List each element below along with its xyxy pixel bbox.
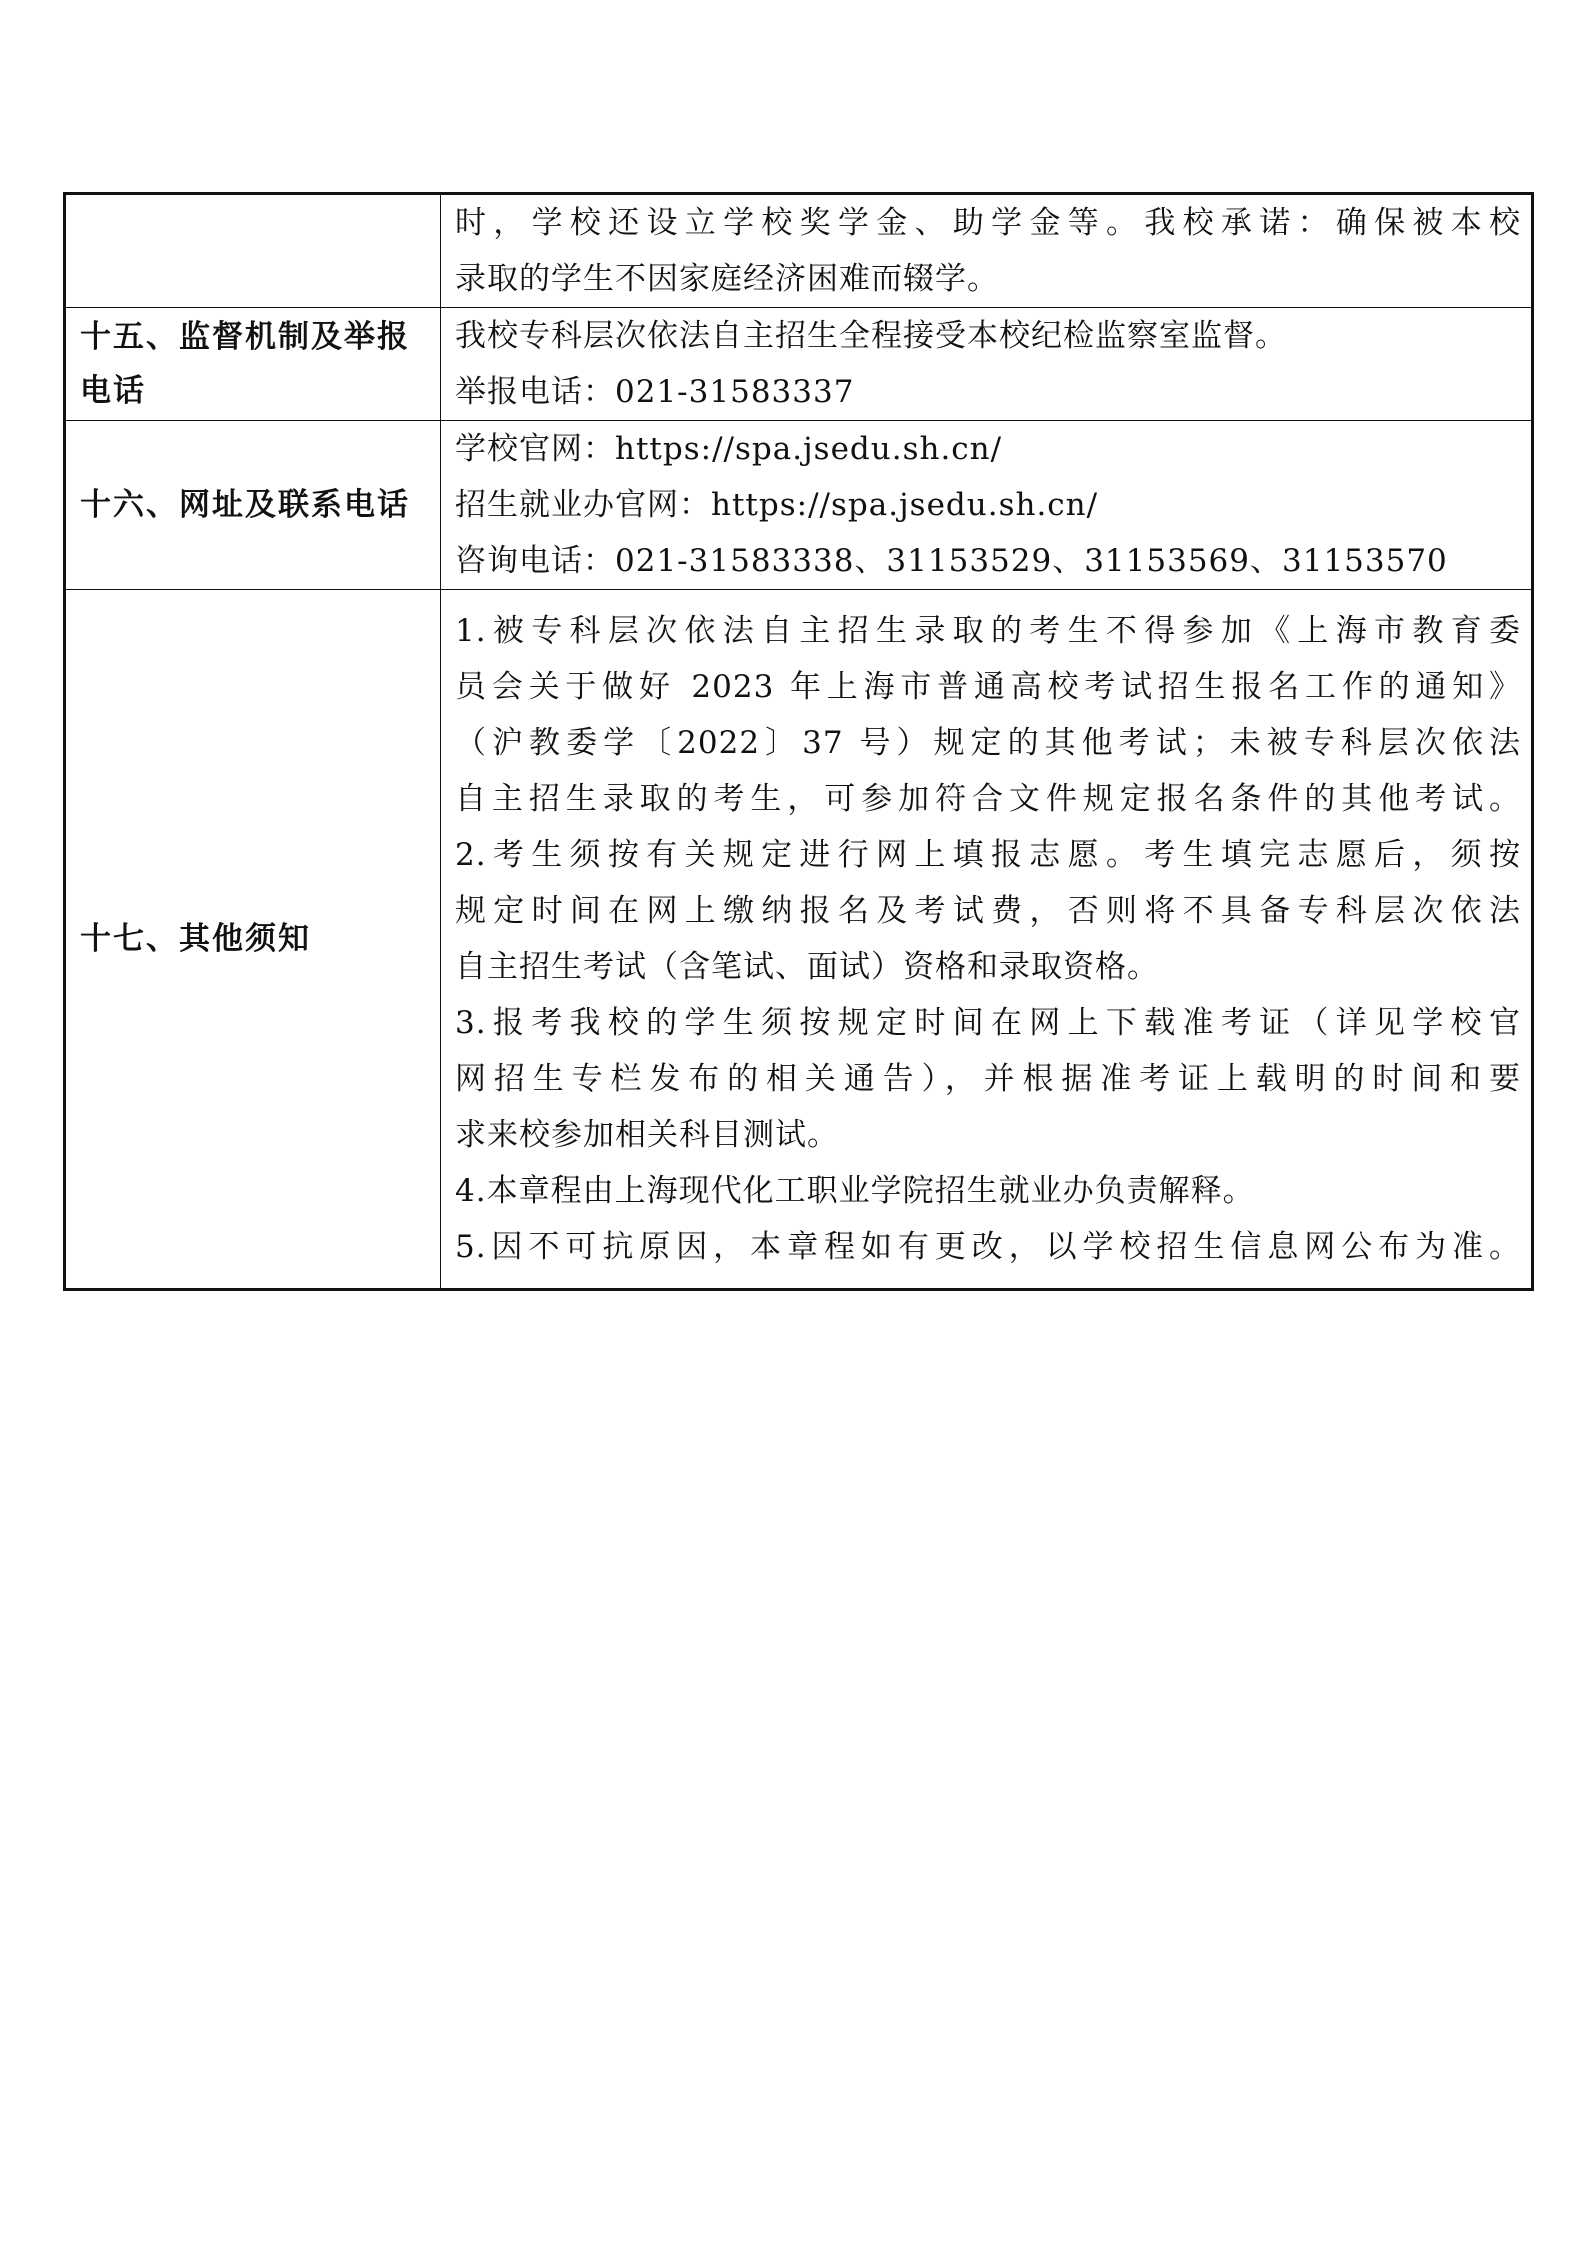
row-content-notes <box>441 590 1533 1290</box>
row-content-scholarship <box>441 194 1533 308</box>
row-label-notes: 十七、其他须知 <box>65 590 441 1290</box>
content-line: 招生就业办官网：https://spa.jsedu.sh.cn/ <box>455 487 1099 523</box>
table-row <box>65 590 1533 1290</box>
content-line: 网招生专栏发布的相关通告），并根据准考证上载明的时间和要 <box>455 1061 1521 1097</box>
content-line: 求来校参加相关科目测试。 <box>455 1117 839 1153</box>
content-line: 2.考生须按有关规定进行网上填报志愿。考生填完志愿后，须按 <box>455 837 1521 873</box>
content-line: 咨询电话：021-31583338、31153529、31153569、31153570 <box>455 543 1448 579</box>
content-line: 举报电话：021-31583337 <box>455 374 855 410</box>
row-label-contact: 十六、网址及联系电话 <box>65 421 441 590</box>
content-line: 我校专科层次依法自主招生全程接受本校纪检监察室监督。 <box>455 318 1287 354</box>
content-line: 录取的学生不因家庭经济困难而辍学。 <box>455 261 999 297</box>
label-line: 电话 <box>80 373 146 409</box>
label-line: 十五、监督机制及举报 <box>80 319 410 355</box>
content-line: 员会关于做好 2023 年上海市普通高校考试招生报名工作的通知》 <box>455 669 1521 705</box>
admissions-info-table <box>63 192 1534 1291</box>
content-line: 学校官网：https://spa.jsedu.sh.cn/ <box>455 431 1003 467</box>
row-label-empty <box>65 194 441 308</box>
table-row <box>65 421 1533 590</box>
row-content-supervision <box>441 308 1533 421</box>
row-label-supervision <box>65 308 441 421</box>
table-row <box>65 308 1533 421</box>
content-line: 4.本章程由上海现代化工职业学院招生就业办负责解释。 <box>455 1173 1255 1209</box>
content-line: 1.被专科层次依法自主招生录取的考生不得参加《上海市教育委 <box>455 613 1521 649</box>
content-line: 自主招生录取的考生，可参加符合文件规定报名条件的其他考试。 <box>455 781 1521 817</box>
content-line: 3.报考我校的学生须按规定时间在网上下载准考证（详见学校官 <box>455 1005 1521 1041</box>
table-row <box>65 194 1533 308</box>
content-line: （沪教委学〔2022〕37 号）规定的其他考试；未被专科层次依法 <box>455 725 1521 761</box>
content-line: 5.因不可抗原因，本章程如有更改，以学校招生信息网公布为准。 <box>455 1229 1521 1265</box>
content-line: 自主招生考试（含笔试、面试）资格和录取资格。 <box>455 949 1159 985</box>
content-line: 规定时间在网上缴纳报名及考试费，否则将不具备专科层次依法 <box>455 893 1521 929</box>
content-line: 时，学校还设立学校奖学金、助学金等。我校承诺：确保被本校 <box>455 205 1521 241</box>
row-content-contact <box>441 421 1533 590</box>
